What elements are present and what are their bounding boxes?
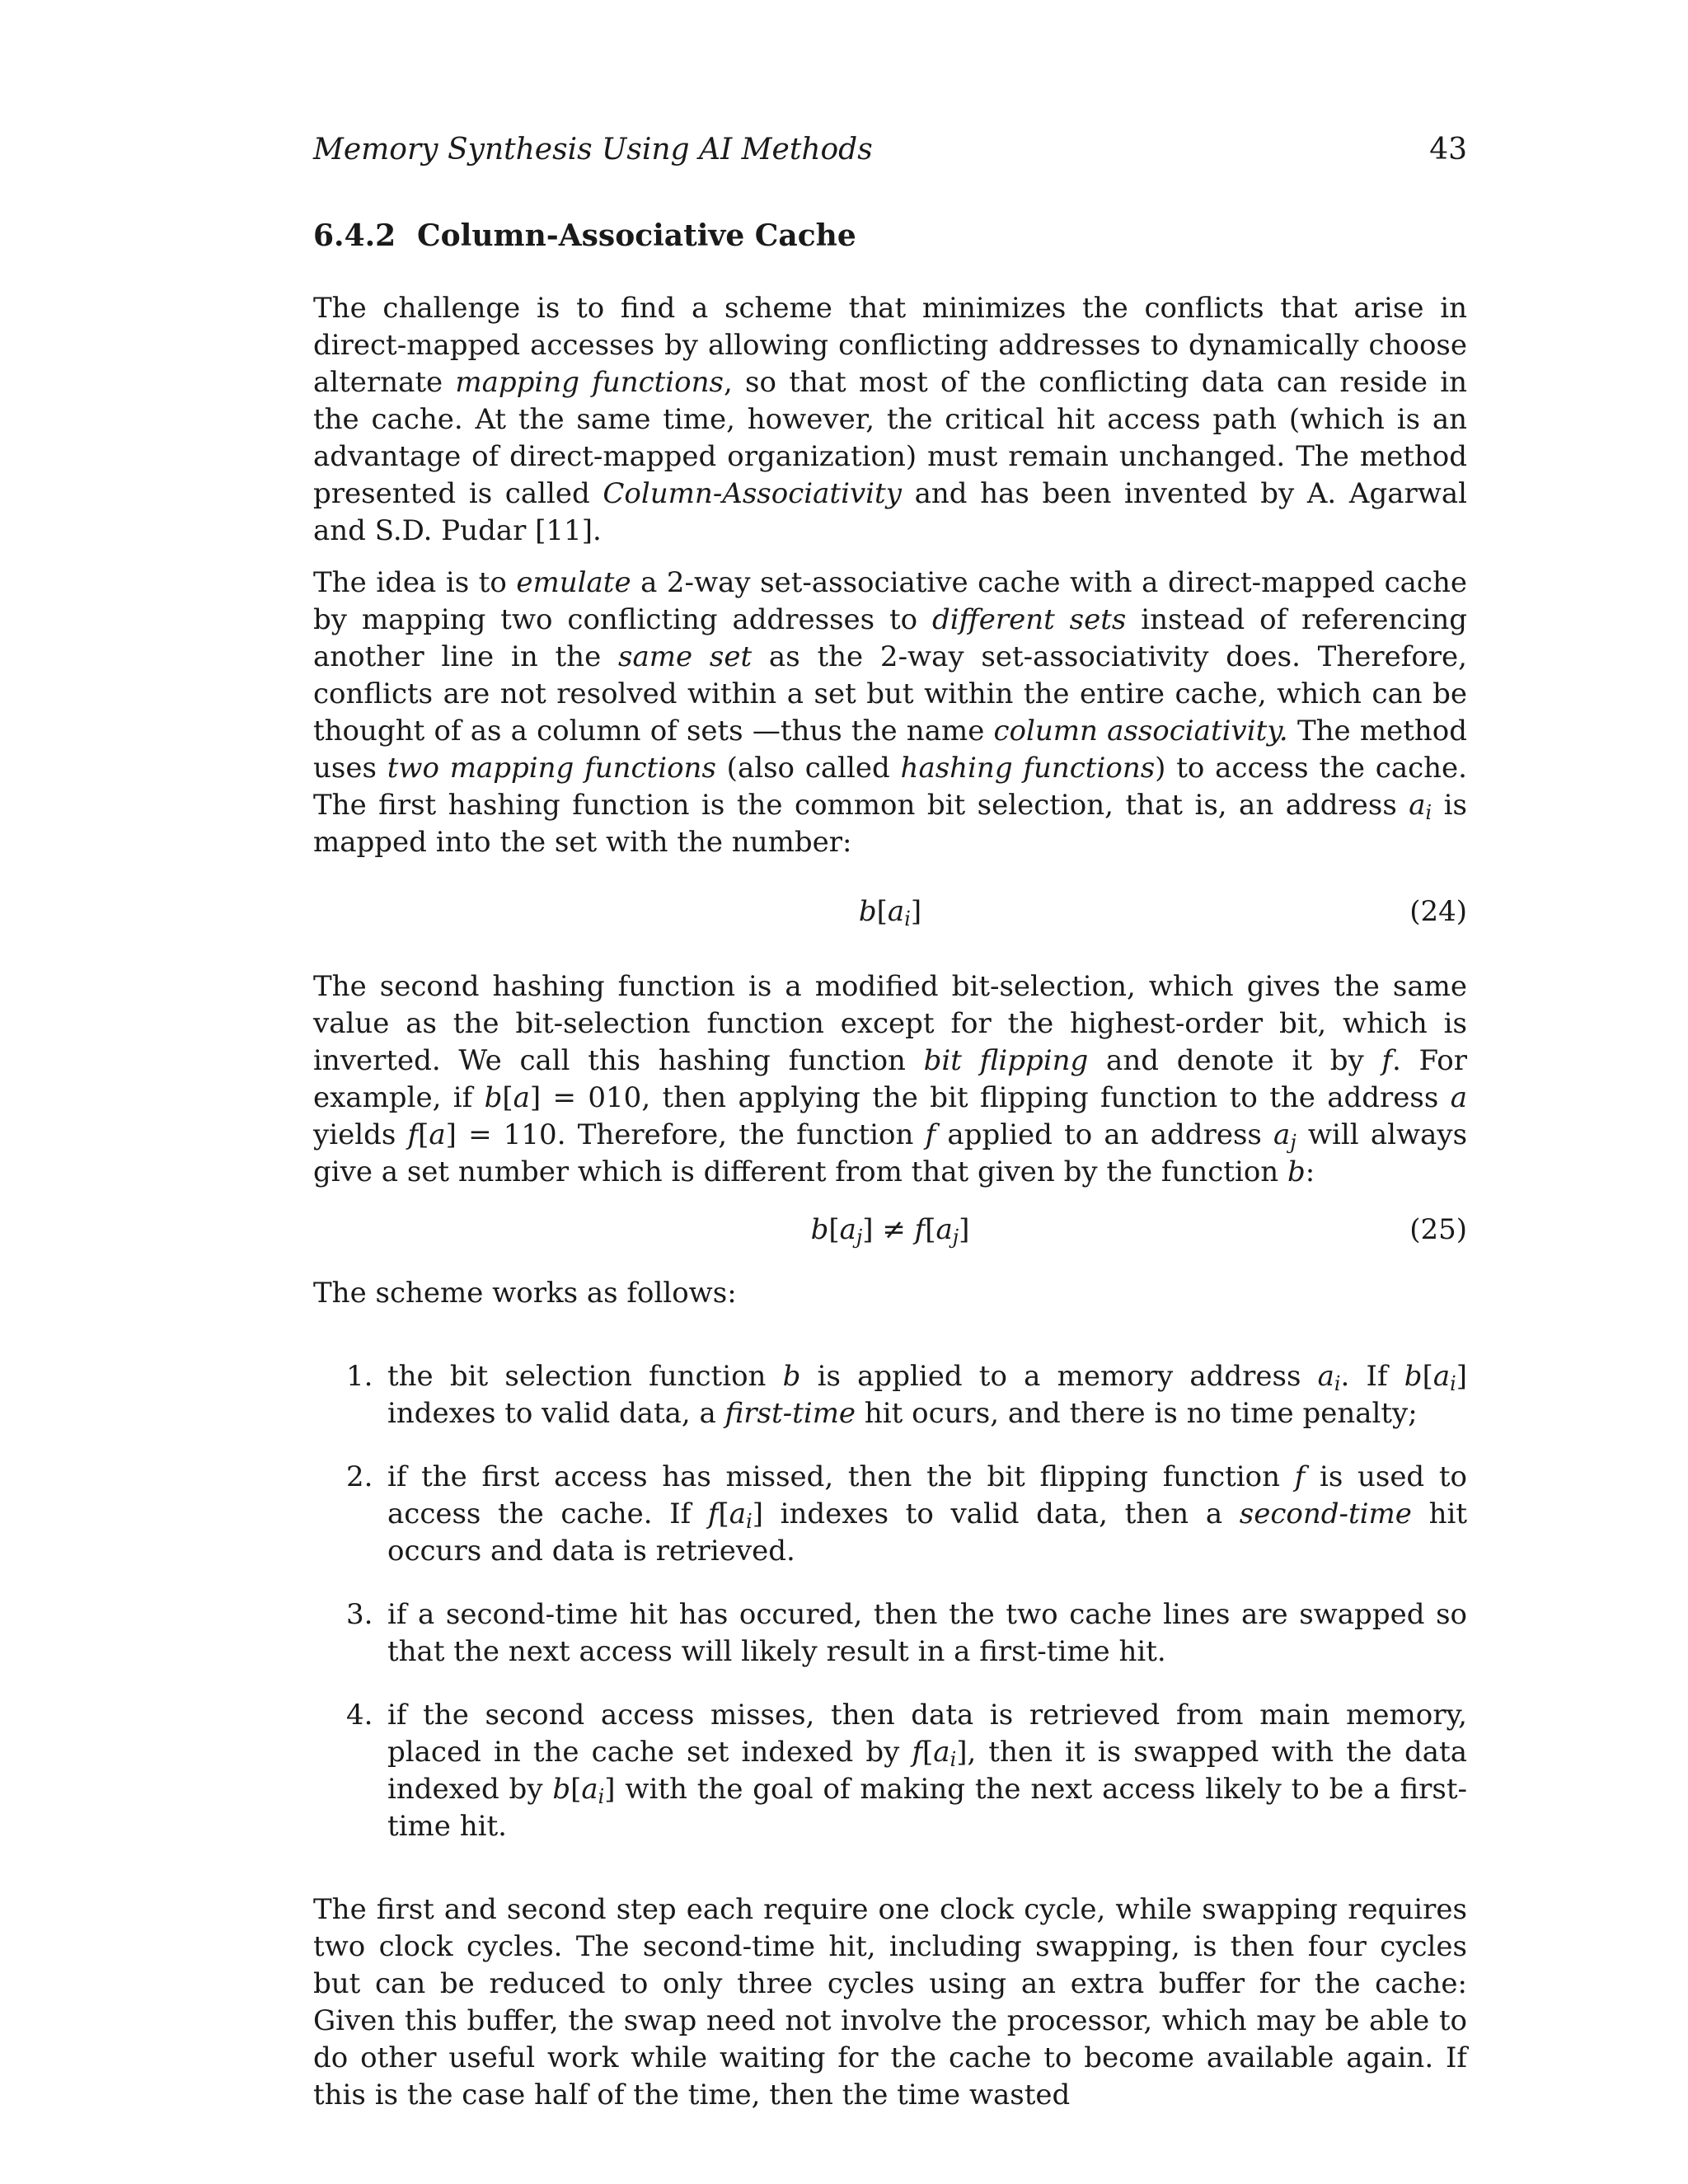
equation-24-number: (24): [1409, 895, 1467, 928]
equation-25-number: (25): [1409, 1213, 1467, 1246]
section-number: 6.4.2: [313, 218, 396, 253]
running-head-title: Memory Synthesis Using AI Methods: [313, 133, 873, 166]
equation-24-body: $b[a_i]$: [858, 895, 922, 930]
list-item: 1. the bit selection function b is applied to a memory address $a_i$. If $b[a_i]$ indexes to valid data, a first-time hit ocurs, and there is no time penalty;: [346, 1360, 1467, 1430]
paragraph-2: The idea is to emulate a 2-way set-associative cache with a direct-mapped cache by mapping two conflicting addresses to different sets instead of referencing another line in the same set as the 2-way set-associativity does. Therefore, conflicts are not resolved within a set but within the entire cache, which can be thought of as a column of sets —thus the name column associativity. The method uses two mapping functions (also called hashing functions) to access the cache. The first hashing function is the common bit selection, that is, an address $a_i$ is mapped into the set with the number:: [313, 566, 1467, 859]
equation-24: [313, 891, 1467, 932]
list-item: 4. if the second access misses, then data is retrieved from main memory, placed in the cache set indexed by $f[a_i]$, then it is swapped with the data indexed by $b[a_i]$ with the goal of making the next access likely to be a first-time hit.: [346, 1699, 1467, 1843]
running-head: [313, 132, 1467, 168]
list-item: 3. if a second-time hit has occured, then the two cache lines are swapped so that the next access will likely result in a first-time hit.: [346, 1598, 1467, 1668]
page-number: 43: [1429, 133, 1467, 166]
equation-25: [313, 1209, 1467, 1250]
section-heading: [313, 218, 1467, 254]
section-title: Column-Associative Cache: [417, 218, 856, 253]
paragraph-3: The second hashing function is a modified bit-selection, which gives the same value as the bit-selection function except for the highest-order bit, which is inverted. We call this hashing function bit flipping and denote it by f. For example, if b[a] = 010, then applying the bit flipping function to the address a yields f[a] = 110. Therefore, the function f applied to an address $a_j$ will always give a set number which is different from that given by the function b:: [313, 970, 1468, 1188]
equation-25-body: $b[a_j] \ne f[a_j]$: [810, 1213, 970, 1249]
paragraph-5: The first and second step each require one clock cycle, while swapping requires two clock cycles. The second-time hit, including swapping, is then four cycles but can be reduced to only three cycles using an extra buffer for the cache: Given this buffer, the swap need not involve the processor, which may be able to do other useful work while waiting for the cache to become available again. If this is the case half of the time, then the time wasted: [313, 1893, 1467, 2111]
paragraph-1: The challenge is to find a scheme that minimizes the conflicts that arise in direct-mapped accesses by allowing conflicting addresses to dynamically choose alternate mapping functions, so that most of the conflicting data can reside in the cache. At the same time, however, the critical hit access path (which is an advantage of direct-mapped organization) must remain unchanged. The method presented is called Column-Associativity and has been invented by A. Agarwal and S.D. Pudar [11].: [313, 292, 1467, 547]
scheme-steps-list: [313, 1358, 1467, 1845]
page: [313, 132, 1467, 2114]
list-item: 2. if the first access has missed, then the bit flipping function f is used to access the cache. If $f[a_i]$ indexes to valid data, then a second-time hit occurs and data is retrieved.: [346, 1460, 1468, 1568]
paragraph-4: The scheme works as follows:: [313, 1277, 737, 1310]
